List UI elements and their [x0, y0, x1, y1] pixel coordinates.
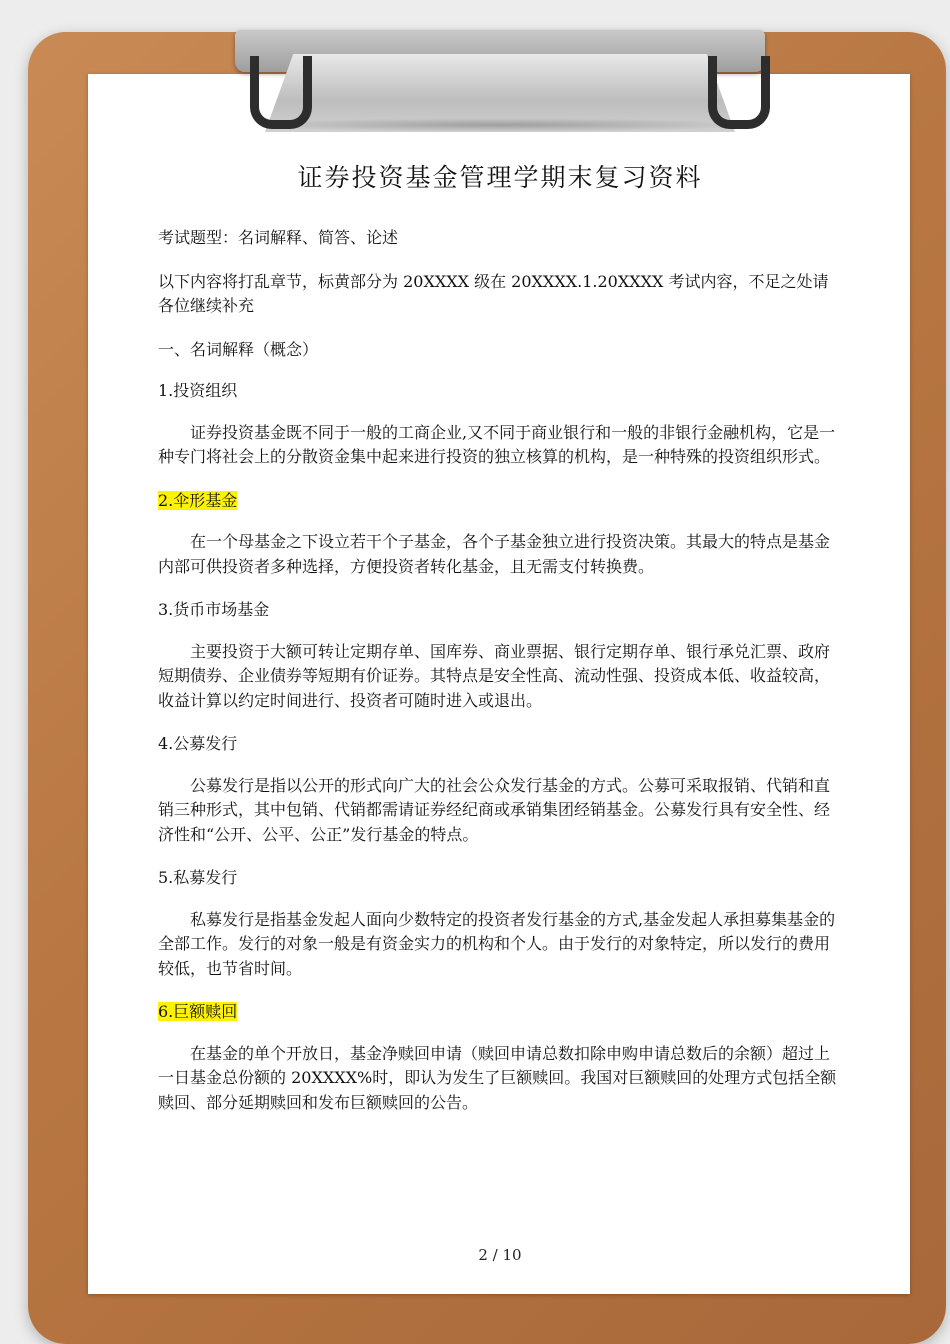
document-body	[158, 226, 842, 1134]
exam-types: 考试题型：名词解释、简答、论述	[158, 228, 399, 247]
term-heading-3: 3.货币市场基金	[158, 600, 270, 619]
term-body-2: 在一个母基金之下设立若干个子基金，各个子基金独立进行投资决策。其最大的特点是基金内部可供投资者多种选择，方便投资者转化基金，且无需支付转换费。	[158, 532, 831, 576]
term-heading-4: 4.公募发行	[158, 734, 238, 753]
clip-wire-right	[708, 56, 770, 129]
clip-shadow	[245, 118, 755, 132]
document-title: 证券投资基金管理学期末复习资料	[297, 163, 703, 192]
section-heading: 一、名词解释（概念）	[158, 339, 319, 359]
term-body-6: 在基金的单个开放日，基金净赎回申请（赎回申请总数扣除申购申请总数后的余额）超过上一日基金总份额的 20XXXX%时，即认为发生了巨额赎回。我国对巨额赎回的处理方式包括全额赎回、部分延期赎回和发布巨额赎回的公告。	[158, 1043, 837, 1112]
highlighted-heading: 2.伞形基金	[158, 490, 238, 510]
term-body-3: 主要投资于大额可转让定期存单、国库券、商业票据、银行定期存单、银行承兑汇票、政府短期债券、企业债券等短期有价证券。其特点是安全性高、流动性强、投资成本低、收益较高，收益计算以约定时间进行、投资者可随时进入或退出。	[158, 641, 831, 710]
page-number: 2 / 10	[478, 1246, 522, 1264]
term-body-5: 私募发行是指基金发起人面向少数特定的投资者发行基金的方式,基金发起人承担募集基金的全部工作。发行的对象一般是有资金实力的机构和个人。由于发行的对象特定，所以发行的费用较低，也节省时间。	[158, 909, 836, 978]
intro-note: 以下内容将打乱章节，标黄部分为 20XXXX 级在 20XXXX.1.20XXXX 考试内容，不足之处请各位继续补充	[158, 271, 829, 315]
clip-wire-left	[250, 56, 312, 129]
term-heading-5: 5.私募发行	[158, 868, 238, 887]
term-heading-6	[158, 1000, 842, 1025]
term-body-4: 公募发行是指以公开的形式向广大的社会公众发行基金的方式。公募可采取报销、代销和直销三种形式，其中包销、代销都需请证券经纪商或承销集团经销基金。公募发行具有安全性、经济性和“公开、公平、公正”发行基金的特点。	[158, 775, 831, 844]
highlighted-heading: 6.巨额赎回	[158, 1002, 238, 1021]
term-heading-2	[158, 489, 842, 514]
term-heading-1: 1.投资组织	[158, 381, 238, 400]
term-body-1: 证券投资基金既不同于一般的工商企业,又不同于商业银行和一般的非银行金融机构，它是一种专门将社会上的分散资金集中起来进行投资的独立核算的机构，是一种特殊的投资组织形式。	[158, 422, 836, 466]
